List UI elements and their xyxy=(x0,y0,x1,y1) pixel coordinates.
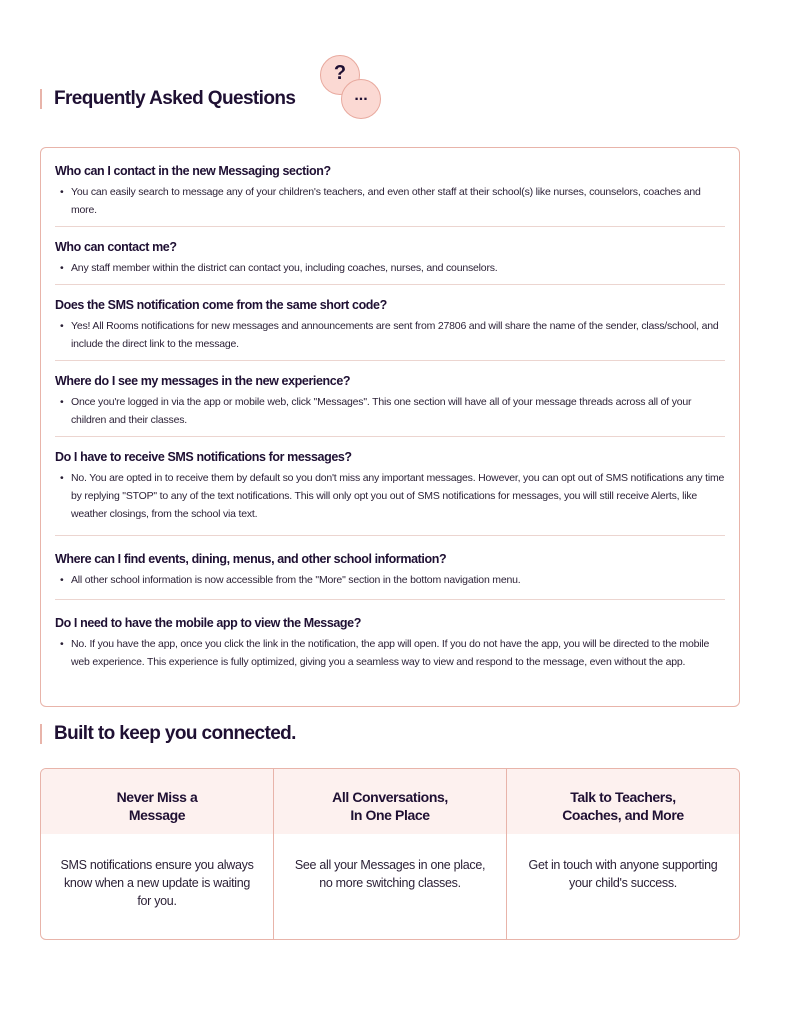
faq-question: Do I have to receive SMS notifications for messages? xyxy=(55,450,352,464)
faq-answer: • Once you're logged in via the app or mobile web, click "Messages". This one section will have all of your message threads across all of your children and their classes. xyxy=(55,393,725,429)
faq-item xyxy=(55,616,725,678)
feature-card xyxy=(507,769,739,939)
faq-item xyxy=(55,240,725,285)
faq-item xyxy=(55,374,725,437)
faq-item xyxy=(55,164,725,227)
feature-card xyxy=(41,769,274,939)
faq-item xyxy=(55,450,725,536)
faq-question: Where can I find events, dining, menus, and other school information? xyxy=(55,552,447,566)
connected-heading: Built to keep you connected. xyxy=(40,724,296,744)
faq-question: Does the SMS notification come from the same short code? xyxy=(55,298,387,312)
faq-item xyxy=(55,298,725,361)
faq-list xyxy=(40,147,740,707)
faq-answer: • No. You are opted in to receive them by default so you don't miss any important messages. However, you can opt out of SMS notifications any time by replying "STOP" to any of the text notifications. This will only opt you out of SMS notifications for messages, you will still receive Alerts, like weather closings, from the school via text. xyxy=(55,469,725,523)
feature-title: Never Miss a Message xyxy=(41,769,273,834)
faq-item xyxy=(55,552,725,600)
feature-title: All Conversations, In One Place xyxy=(274,769,506,834)
ellipsis-bubble-icon: ... xyxy=(341,79,381,119)
feature-body: See all your Messages in one place, no more switching classes. xyxy=(294,858,486,890)
feature-body: Get in touch with anyone supporting your child's success. xyxy=(528,858,718,890)
feature-title: Talk to Teachers, Coaches, and More xyxy=(507,769,739,834)
faq-question: Who can I contact in the new Messaging section? xyxy=(55,164,331,178)
faq-question: Who can contact me? xyxy=(55,240,177,254)
faq-answer: • Yes! All Rooms notifications for new messages and announcements are sent from 27806 and will share the name of the sender, class/school, and include the direct link to the message. xyxy=(55,317,725,353)
features-grid xyxy=(40,768,740,940)
faq-question: Do I need to have the mobile app to view the Message? xyxy=(55,616,361,630)
faq-answer: • All other school information is now accessible from the "More" section in the bottom navigation menu. xyxy=(55,571,725,589)
faq-answer: • Any staff member within the district can contact you, including coaches, nurses, and counselors. xyxy=(55,259,725,277)
faq-answer: • No. If you have the app, once you click the link in the notification, the app will open. If you do not have the app, you will be directed to the mobile web experience. This experience is fully optimized, giving you a seamless way to view and respond to the message, even without the app. xyxy=(55,635,725,671)
question-bubble-icon: ? xyxy=(320,55,360,95)
faq-question: Where do I see my messages in the new experience? xyxy=(55,374,351,388)
faq-answer: • You can easily search to message any of your children's teachers, and even other staff at their school(s) like nurses, counselors, coaches and more. xyxy=(55,183,725,219)
faq-heading: Frequently Asked Questions xyxy=(40,89,295,109)
feature-body: SMS notifications ensure you always know when a new update is waiting for you. xyxy=(60,858,254,908)
feature-card xyxy=(274,769,507,939)
